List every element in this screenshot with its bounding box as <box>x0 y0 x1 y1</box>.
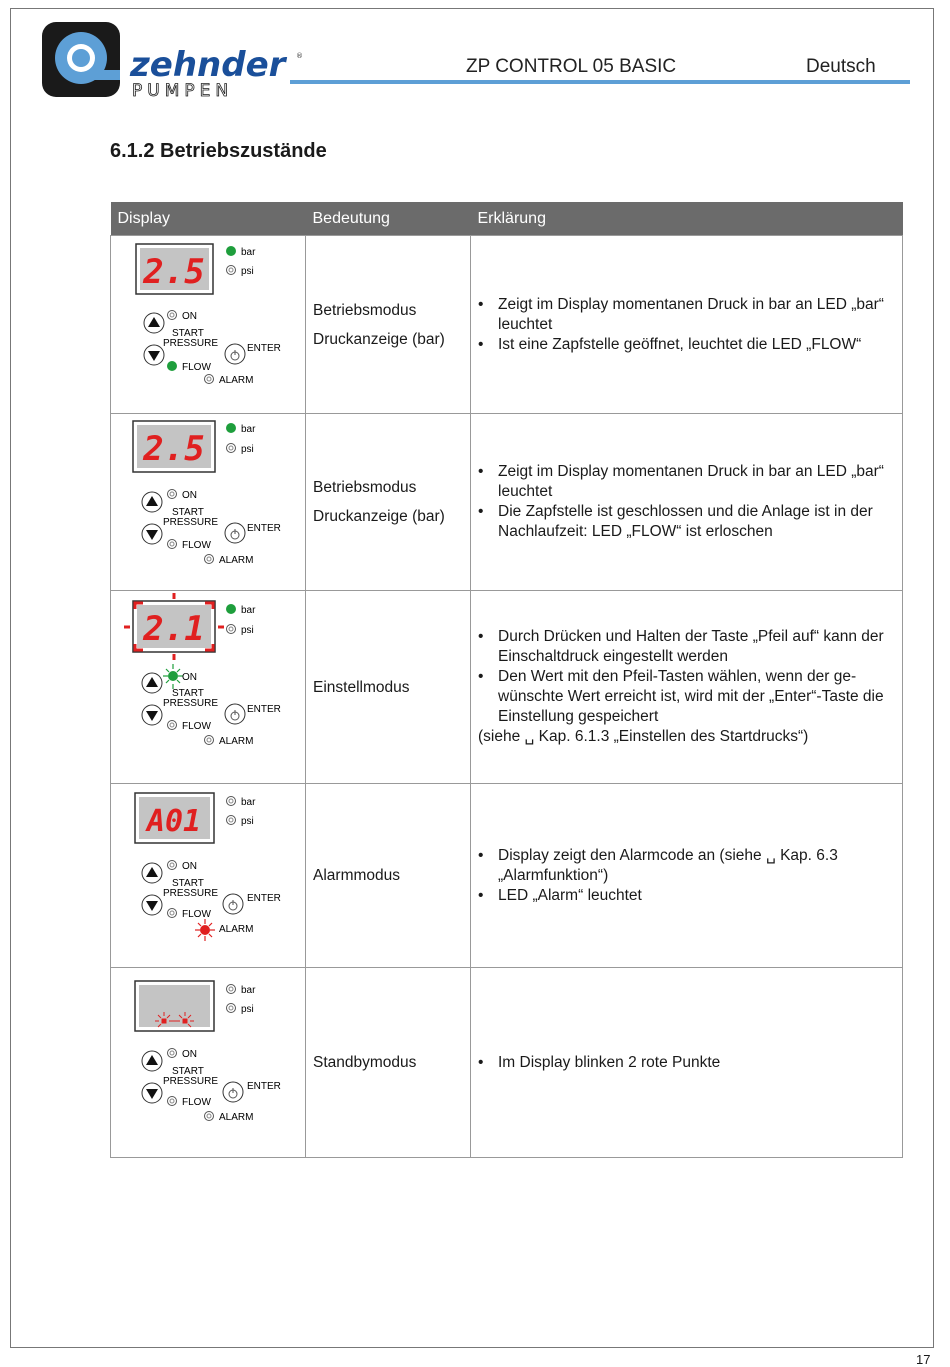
meaning-line: Alarmmodus <box>313 867 400 884</box>
explanation-cell <box>471 591 903 784</box>
alarm-label: ALARM <box>219 736 254 747</box>
alarm-label: ALARM <box>219 374 254 386</box>
enter-label: ENTER <box>247 523 281 534</box>
explanation-bullet: • Den Wert mit den Pfeil-Tasten wählen, wenn der ge- wünschte Wert erreicht ist, wird mit der „Enter“-Taste die Einstellung gespeichert <box>478 667 895 727</box>
brand-bottom-text: PUMPEN <box>132 81 234 101</box>
bar-label: bar <box>241 424 256 435</box>
meaning-line: Einstellmodus <box>313 678 410 696</box>
psi-led <box>227 815 236 824</box>
explanation-bullet: • Ist eine Zapfstelle geöffnet, leuchtet die LED „FLOW“ <box>478 335 895 355</box>
explanation-bullet: • Zeigt im Display momentanen Druck in bar an LED „bar“ leuchtet <box>478 462 895 502</box>
pressure-label: PRESSURE <box>163 698 219 709</box>
table-header-row <box>111 202 903 236</box>
flow-label: FLOW <box>182 1096 211 1108</box>
explanation-cell <box>471 236 903 414</box>
zehnder-logo <box>42 20 302 100</box>
psi-label: psi <box>241 1003 254 1015</box>
bar-label: bar <box>241 984 256 996</box>
language-label: Deutsch <box>806 56 876 77</box>
control-panel <box>111 969 305 1157</box>
display-cell <box>111 414 306 591</box>
on-led <box>168 671 178 681</box>
flow-led <box>168 908 177 917</box>
meaning-cell <box>306 591 471 784</box>
start-label: START <box>172 688 204 699</box>
col-display-header: Display <box>111 202 306 236</box>
meaning-line: Betriebsmodus <box>313 301 417 319</box>
flow-label: FLOW <box>182 361 211 373</box>
explanation-bullet: • Die Zapfstelle ist geschlossen und die Anlage ist in der Nachlaufzeit: LED „FLOW“ ist erloschen <box>478 502 895 542</box>
flow-label: FLOW <box>182 540 211 551</box>
display-cell <box>111 591 306 784</box>
meaning-line: Standbymodus <box>313 1054 417 1071</box>
psi-label: psi <box>241 265 254 277</box>
bar-led <box>226 423 236 433</box>
table-row <box>111 414 903 591</box>
psi-led <box>227 444 236 453</box>
brand-top-text: zehnder <box>130 45 286 85</box>
svg-text:®: ® <box>296 52 303 60</box>
display-cell <box>111 784 306 968</box>
flow-led <box>167 361 177 371</box>
states-table <box>110 202 903 1158</box>
bar-led <box>226 246 236 256</box>
bar-led <box>226 604 236 614</box>
bar-led <box>227 796 236 805</box>
lcd-value: 2.5 <box>143 251 205 292</box>
explanation-cell <box>471 784 903 968</box>
section-title: 6.1.2 Betriebszustände <box>110 140 327 162</box>
explanation-note: (siehe ␣ Kap. 6.1.3 „Einstellen des Startdrucks“) <box>478 728 809 745</box>
table-row <box>111 236 903 414</box>
alarm-led <box>205 736 214 745</box>
on-label: ON <box>182 490 197 501</box>
flow-led <box>168 540 177 549</box>
explanation-cell <box>471 414 903 591</box>
table-row <box>111 968 903 1158</box>
on-label: ON <box>182 672 197 683</box>
lcd-value: A01 <box>146 803 202 839</box>
start-label: START <box>172 327 204 339</box>
alarm-label: ALARM <box>219 555 254 566</box>
control-panel <box>111 237 305 413</box>
explanation-bullet: • Display zeigt den Alarmcode an (siehe ␣ Kap. 6.3 „Alarmfunktion“) <box>478 846 895 886</box>
meaning-cell <box>306 784 471 968</box>
lcd-value: 2.1 <box>143 609 205 649</box>
on-led <box>168 490 177 499</box>
alarm-led <box>200 925 210 935</box>
header-rule <box>290 80 910 84</box>
meaning-line: Betriebsmodus <box>313 479 417 496</box>
start-label: START <box>172 877 204 889</box>
on-led <box>168 860 177 869</box>
enter-label: ENTER <box>247 704 281 715</box>
psi-led <box>227 1003 236 1012</box>
enter-label: ENTER <box>247 342 281 354</box>
table-row <box>111 784 903 968</box>
bar-label: bar <box>241 246 256 258</box>
enter-label: ENTER <box>247 892 281 904</box>
psi-label: psi <box>241 625 254 636</box>
table-row <box>111 591 903 784</box>
psi-led <box>227 625 236 634</box>
control-panel <box>111 414 305 590</box>
document-title: ZP CONTROL 05 BASIC <box>466 56 677 77</box>
flow-label: FLOW <box>182 908 211 920</box>
pressure-label: PRESSURE <box>163 1075 219 1087</box>
on-label: ON <box>182 310 197 322</box>
flow-led <box>168 1096 177 1105</box>
enter-label: ENTER <box>247 1080 281 1092</box>
lcd-value: 2.5 <box>143 429 205 469</box>
alarm-led <box>205 374 214 383</box>
start-label: START <box>172 1065 204 1077</box>
psi-led <box>227 265 236 274</box>
on-led <box>168 1048 177 1057</box>
on-label: ON <box>182 1048 197 1060</box>
pressure-label: PRESSURE <box>163 337 219 349</box>
pressure-label: PRESSURE <box>163 517 219 528</box>
explanation-bullet: • Im Display blinken 2 rote Punkte <box>478 1053 895 1073</box>
meaning-cell <box>306 414 471 591</box>
alarm-led <box>205 555 214 564</box>
col-explanation-header: Erklärung <box>471 202 903 236</box>
meaning-cell <box>306 968 471 1158</box>
flow-label: FLOW <box>182 721 211 732</box>
col-meaning-header: Bedeutung <box>306 202 471 236</box>
bar-label: bar <box>241 796 256 808</box>
bar-label: bar <box>241 605 256 616</box>
psi-label: psi <box>241 444 254 455</box>
psi-label: psi <box>241 815 254 827</box>
pressure-label: PRESSURE <box>163 887 219 899</box>
on-led <box>168 310 177 319</box>
explanation-cell <box>471 968 903 1158</box>
alarm-label: ALARM <box>219 923 254 935</box>
display-cell <box>111 968 306 1158</box>
bar-led <box>227 984 236 993</box>
explanation-bullet: • LED „Alarm“ leuchtet <box>478 886 895 906</box>
page-number: 17 <box>916 1352 931 1367</box>
display-cell <box>111 236 306 414</box>
alarm-led <box>205 1111 214 1120</box>
meaning-line: Druckanzeige (bar) <box>313 330 445 348</box>
meaning-cell <box>306 236 471 414</box>
start-label: START <box>172 507 204 518</box>
explanation-bullet: • Zeigt im Display momentanen Druck in bar an LED „bar“ leuchtet <box>478 295 895 335</box>
alarm-label: ALARM <box>219 1111 254 1123</box>
control-panel <box>111 785 305 967</box>
flow-led <box>168 721 177 730</box>
on-label: ON <box>182 860 197 872</box>
explanation-bullet: • Durch Drücken und Halten der Taste „Pfeil auf“ kann der Einschaltdruck eingestellt werden <box>478 627 895 667</box>
meaning-line: Druckanzeige (bar) <box>313 508 445 525</box>
control-panel <box>111 591 305 783</box>
